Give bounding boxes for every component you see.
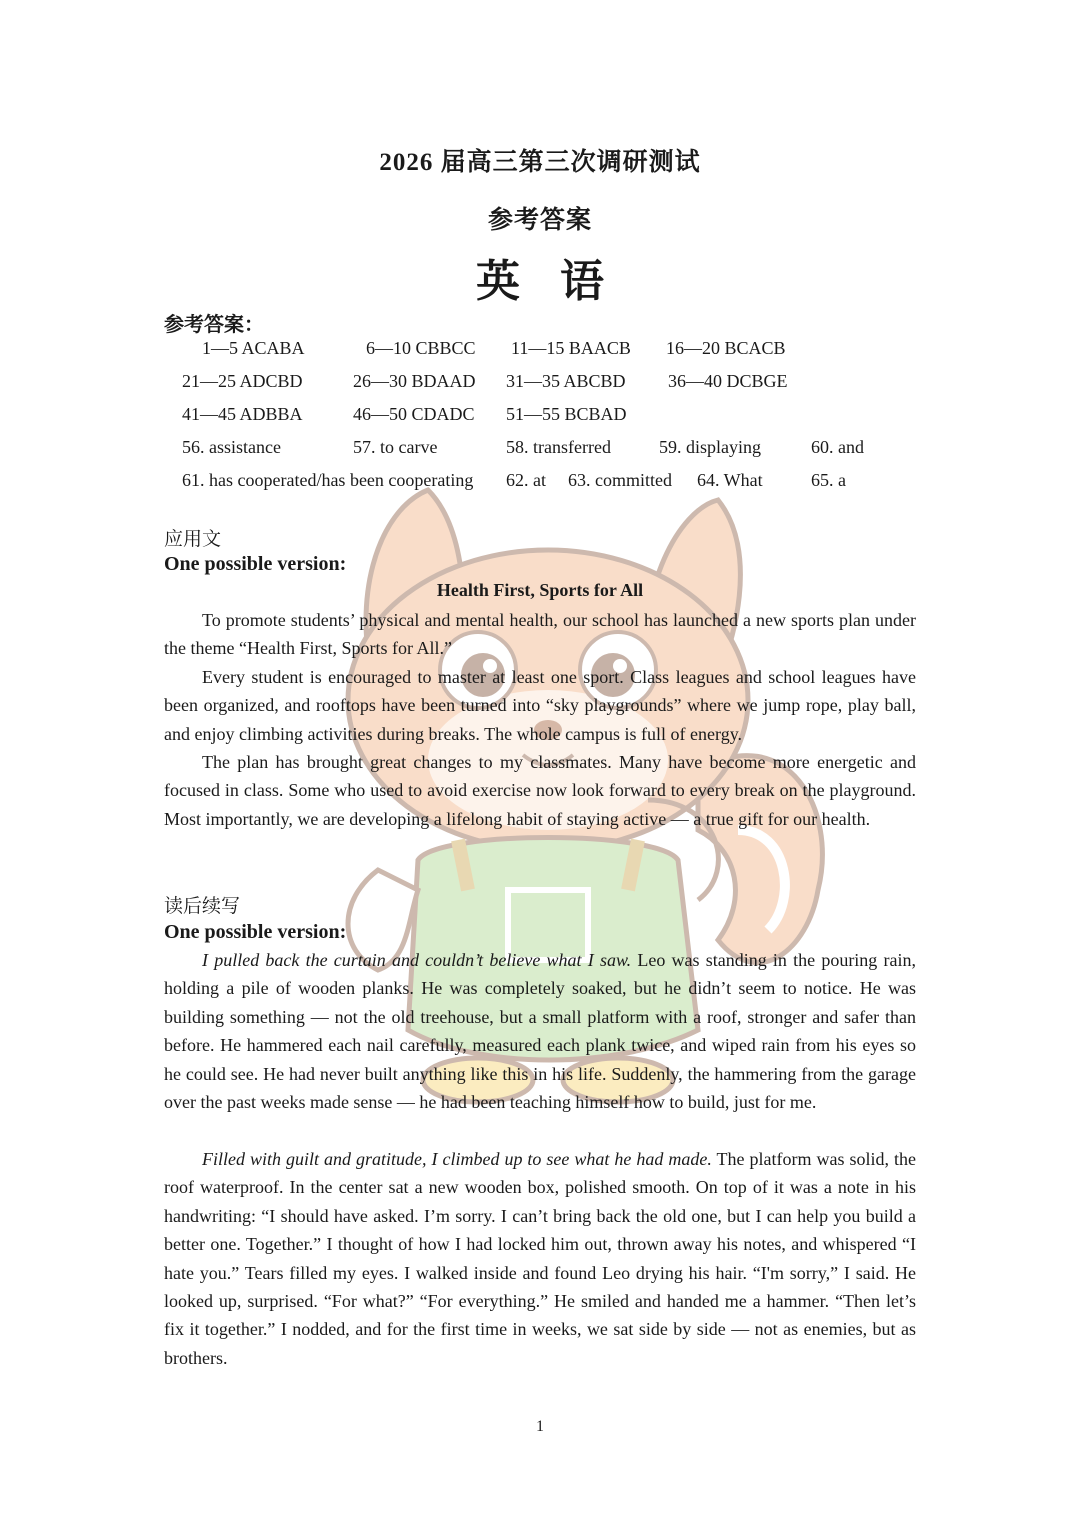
answer-item: 1—5 ACABA (202, 338, 305, 358)
story-lead-sentence: I pulled back the curtain and couldn’t believe what I saw. (202, 950, 632, 970)
subject-title: 英语 (476, 257, 644, 306)
writing2-version-label: One possible version: (164, 921, 347, 943)
answer-item: 56. assistance (182, 437, 281, 457)
answer-item: 51—55 BCBAD (506, 404, 627, 424)
answer-item: 16—20 BCACB (666, 338, 786, 358)
answer-item: 65. a (811, 470, 846, 490)
writing1-version-label: One possible version: (164, 553, 347, 575)
answer-item: 41—45 ADBBA (182, 404, 303, 424)
exam-subtitle: 参考答案 (487, 207, 592, 234)
story-body: Leo was standing in the pouring rain, holding a pile of wooden planks. He was completely soaked, but he didn’t seem to notice. He was building something — not the old treehouse, but a small platform with a roof, stronger and safer than before. He hammered each nail carefully, measured each plank twice, and wiped rain from his eyes so he could see. He had never built anything like this in his life. Suddenly, the hammering from the garage over the past weeks made sense — he had been teaching himself how to build, just for me. (164, 950, 916, 1113)
answers-heading: 参考答案： (164, 314, 264, 336)
answer-item: 26—30 BDAAD (353, 371, 476, 391)
essay-paragraph: To promote students’ physical and mental health, our school has launched a new sports plan under the theme “Health First, Sports for All.” (164, 610, 916, 659)
answer-item: 64. What (697, 470, 763, 490)
answer-item: 63. committed (568, 470, 672, 490)
essay-paragraph: Every student is encouraged to master at least one sport. Class leagues and school leagues have been organized, and rooftops have been turned into “sky playgrounds” where we jump rope, play ball, and enjoy climbing activities during breaks. The whole campus is full of energy. (164, 667, 916, 744)
answer-item: 46—50 CDADC (353, 404, 475, 424)
exam-title: 2026 届高三第三次调研测试 (379, 149, 701, 176)
answer-item: 21—25 ADCBD (182, 371, 303, 391)
writing2-heading: 读后续写 (164, 896, 241, 917)
story-paragraph (164, 946, 916, 1116)
answer-item: 31—35 ABCBD (506, 371, 626, 391)
essay-paragraph: The plan has brought great changes to my classmates. Many have become more energetic and focused in class. Some who used to avoid exercise now look forward to every break on the playground. Most importantly, we are developing a lifelong habit of staying active — a true gift for our health. (164, 752, 916, 829)
answer-item: 36—40 DCBGE (668, 371, 788, 391)
essay-title: Health First, Sports for All (436, 580, 644, 600)
writing1-heading: 应用文 (164, 529, 222, 550)
answer-item: 60. and (811, 437, 864, 457)
page-number: 1 (536, 1418, 544, 1435)
answer-item: 58. transferred (506, 437, 611, 457)
answer-item: 6—10 CBBCC (366, 338, 476, 358)
story-lead-sentence: Filled with guilt and gratitude, I climbed up to see what he had made. (202, 1149, 712, 1169)
answer-item: 62. at (506, 470, 546, 490)
answer-item: 59. displaying (659, 437, 761, 457)
story-body: The platform was solid, the roof waterproof. In the center sat a new wooden box, polished smooth. On top of it was a note in his handwriting: “I should have asked. I’m sorry. I can’t bring back the old one, but I can help you build a better one. Together.” I thought of how I had locked him out, thrown away his notes, and whispered “I hate you.” Tears filled my eyes. I walked inside and found Leo drying his hair. “I'm sorry,” I said. He looked up, surprised. “For what?” “For everything.” He smiled and handed me a hammer. “Then let’s fix it together.” I nodded, and for the first time in weeks, we sat side by side — not as enemies, but as brothers. (164, 1149, 916, 1368)
answer-item: 57. to carve (353, 437, 438, 457)
answer-item: 11—15 BAACB (511, 338, 631, 358)
answer-item: 61. has cooperated/has been cooperating (182, 470, 474, 490)
story-paragraph (164, 1145, 916, 1372)
